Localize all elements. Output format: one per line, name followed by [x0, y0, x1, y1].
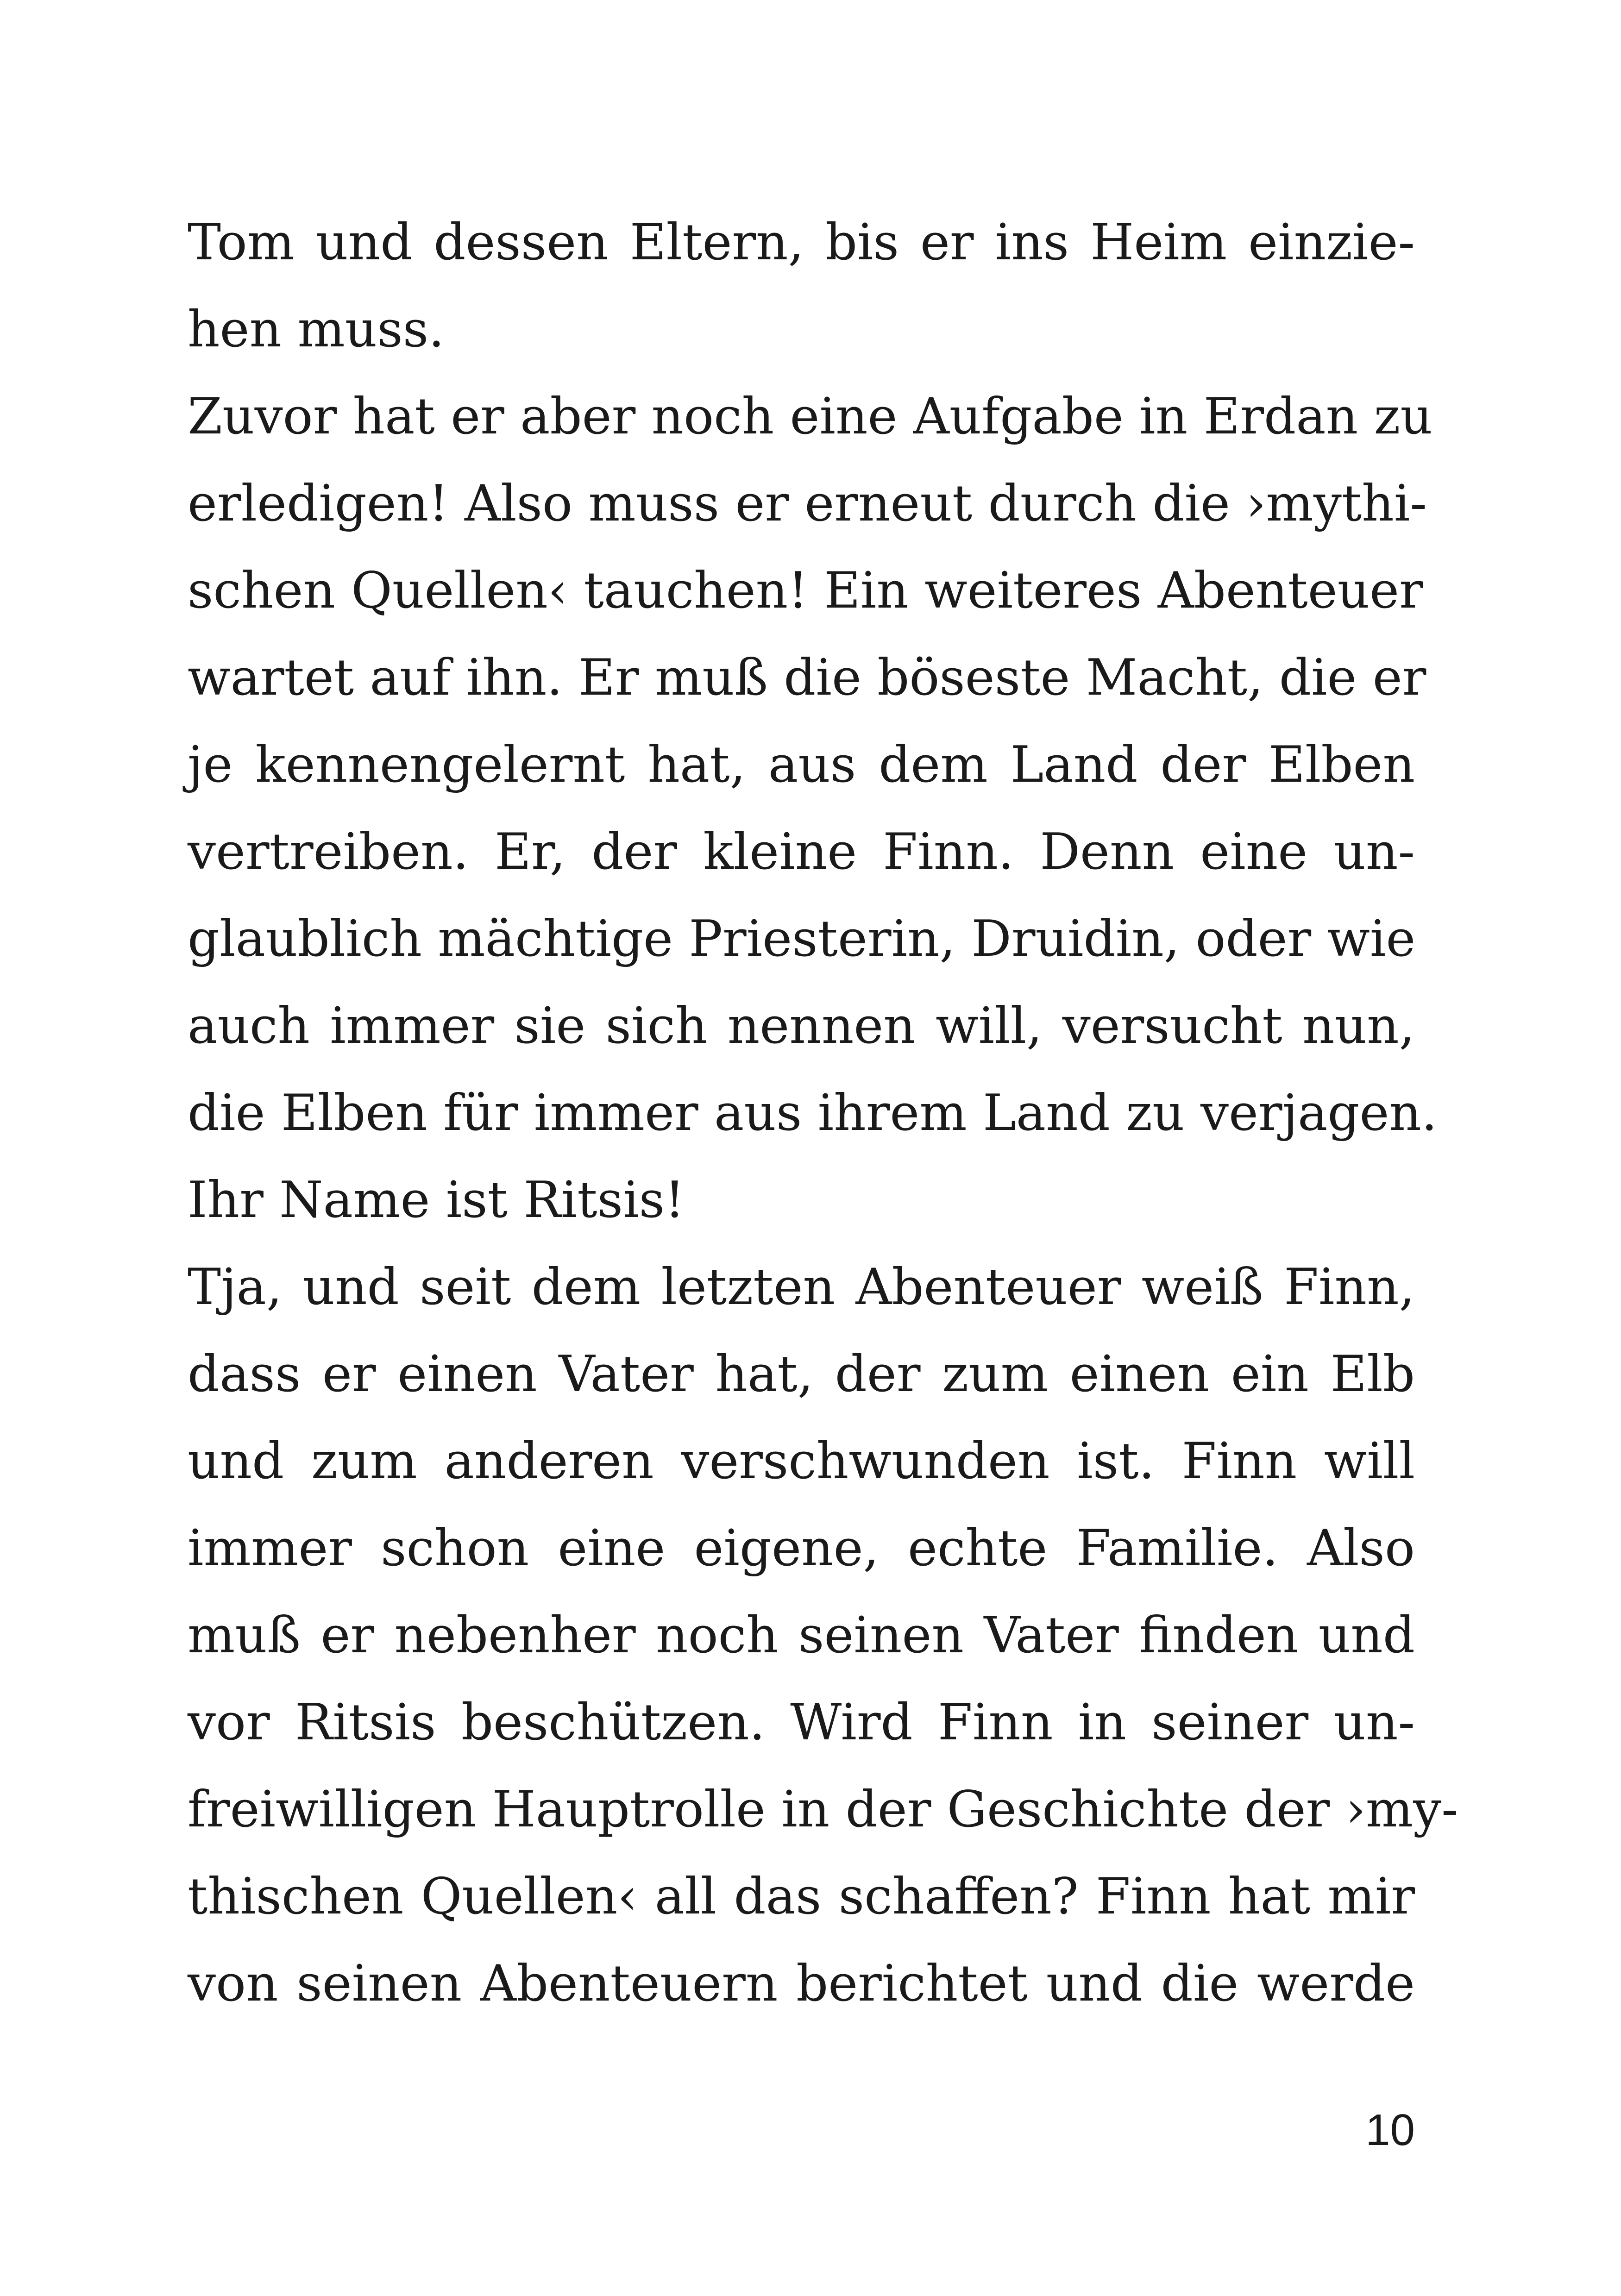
text-line: und zum anderen verschwunden ist. Finn will	[188, 1432, 1415, 1490]
text-line: die Elben für immer aus ihrem Land zu verjagen.	[188, 1084, 1438, 1142]
text-line: Tom und dessen Eltern, bis er ins Heim einzie-	[188, 213, 1415, 271]
text-line: dass er einen Vater hat, der zum einen ein Elb	[188, 1345, 1415, 1403]
text-line: muß er nebenher noch seinen Vater finden und	[188, 1606, 1415, 1664]
text-line: freiwilligen Hauptrolle in der Geschichte der ›my-	[188, 1781, 1458, 1838]
text-line: Ihr Name ist Ritsis!	[188, 1171, 685, 1229]
text-line: wartet auf ihn. Er muß die böseste Macht, die er	[188, 649, 1426, 707]
body-text	[188, 199, 1458, 2027]
text-line: erledigen! Also muss er erneut durch die ›mythi-	[188, 475, 1427, 533]
text-line: schen Quellen‹ tauchen! Ein weiteres Abenteuer	[188, 562, 1423, 620]
text-line: Zuvor hat er aber noch eine Aufgabe in Erdan zu	[188, 388, 1433, 445]
page-number: 10	[1365, 2105, 1415, 2155]
text-line: vor Ritsis beschützen. Wird Finn in seiner un-	[188, 1694, 1415, 1751]
text-line: thischen Quellen‹ all das schaffen? Finn hat mir	[188, 1868, 1415, 1926]
text-line: Tja, und seit dem letzten Abenteuer weiß Finn,	[188, 1258, 1415, 1316]
text-line: hen muss.	[188, 301, 445, 358]
text-line: immer schon eine eigene, echte Familie. Also	[188, 1519, 1415, 1577]
text-line: von seinen Abenteuern berichtet und die werde	[188, 1955, 1415, 2013]
text-line: auch immer sie sich nennen will, versucht nun,	[188, 997, 1415, 1055]
text-line: vertreiben. Er, der kleine Finn. Denn eine un-	[188, 823, 1415, 881]
text-line: je kennengelernt hat, aus dem Land der Elben	[188, 736, 1415, 794]
text-line: glaublich mächtige Priesterin, Druidin, oder wie	[188, 910, 1416, 968]
